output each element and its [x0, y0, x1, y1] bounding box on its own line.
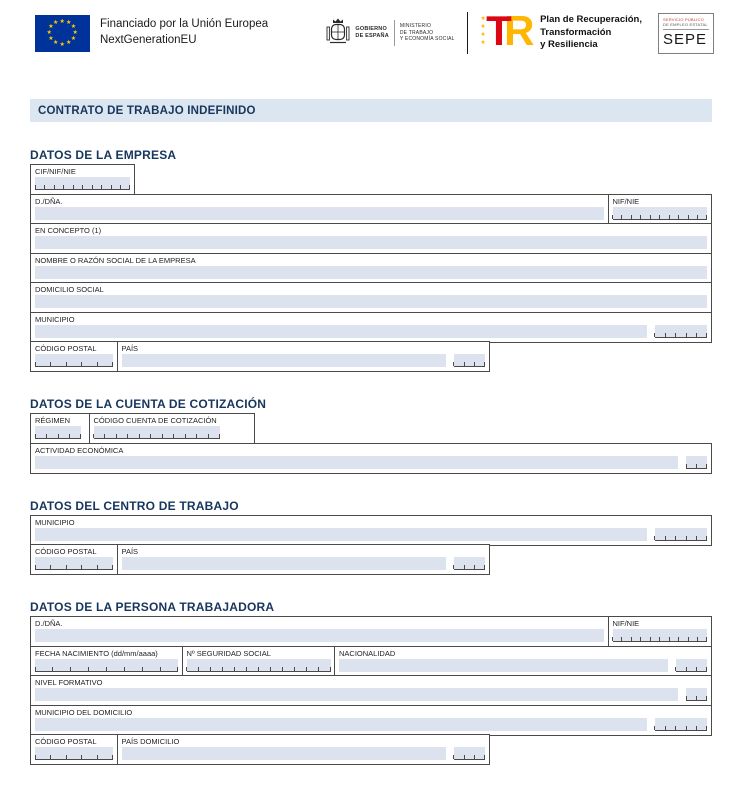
comb-input-nif-nie[interactable] — [613, 629, 708, 642]
comb-cell — [698, 207, 707, 219]
comb-cell — [319, 659, 331, 671]
field-cif-nif-nie — [30, 164, 135, 195]
field-codigo-postal — [30, 544, 118, 575]
form-row — [30, 646, 712, 677]
comb-input-municipio[interactable] — [655, 528, 708, 541]
comb-input-fecha-nacimiento-dd-mm-aaaa[interactable] — [35, 659, 178, 672]
field-body — [31, 629, 608, 646]
comb-cell — [676, 528, 687, 540]
gobierno-de-espana-label — [355, 26, 388, 40]
field-body — [31, 557, 117, 574]
comb-input-nivel-formativo[interactable] — [686, 688, 707, 701]
input-en-concepto-1[interactable] — [35, 236, 707, 249]
field-label: CÓDIGO POSTAL — [35, 547, 97, 556]
comb-input-codigo-postal[interactable] — [35, 557, 113, 570]
comb-cell — [464, 747, 475, 759]
comb-cell — [655, 325, 666, 337]
field-label: MUNICIPIO DEL DOMICILIO — [35, 707, 133, 717]
comb-input-nacionalidad[interactable] — [676, 659, 708, 672]
form-row — [30, 734, 712, 765]
gov-divider — [394, 20, 395, 46]
field-body — [31, 354, 117, 371]
eu-star-icon: ★ — [53, 39, 59, 46]
comb-cell — [686, 718, 697, 730]
comb-cell — [51, 354, 67, 366]
tr-letter-t: T — [486, 7, 512, 54]
field-nif-nie — [608, 616, 713, 647]
field-body — [118, 557, 490, 574]
field-label: D./DÑA. — [35, 196, 63, 206]
comb-cell — [66, 557, 82, 569]
field-body — [31, 266, 711, 283]
comb-cell — [686, 659, 697, 671]
eu-flag-icon — [35, 15, 90, 52]
input-d-dna[interactable] — [35, 629, 604, 642]
form-row — [30, 443, 712, 474]
comb-cell — [47, 426, 59, 438]
field-pais — [117, 544, 491, 575]
comb-cell — [82, 557, 98, 569]
comb-cell — [475, 354, 486, 366]
comb-cell — [208, 426, 219, 438]
field-label: NIF/NIE — [612, 619, 640, 628]
comb-cell — [464, 354, 475, 366]
comb-cell — [475, 557, 486, 569]
comb-cell — [698, 629, 707, 641]
input-actividad-economica[interactable] — [35, 456, 678, 469]
form-row — [30, 515, 712, 546]
comb-cell — [295, 659, 307, 671]
field-body — [31, 528, 711, 545]
field-label: DOMICILIO SOCIAL — [35, 285, 104, 294]
field-body — [31, 177, 134, 194]
comb-cell — [70, 426, 82, 438]
input-d-dna[interactable] — [35, 207, 604, 220]
tr-stars-icon: ★ ★ ★ ★ — [480, 16, 486, 46]
input-municipio[interactable] — [35, 528, 647, 541]
comb-cell — [454, 557, 465, 569]
comb-cell — [142, 659, 160, 671]
comb-cell — [655, 718, 666, 730]
input-domicilio-social[interactable] — [35, 295, 707, 308]
section-title-datos-de-la-persona-trabajadora: DATOS DE LA PERSONA TRABAJADORA — [30, 600, 275, 614]
field-body — [31, 295, 711, 312]
comb-cell — [697, 325, 708, 337]
form-row — [30, 544, 712, 575]
field-label: MUNICIPIO — [35, 314, 75, 324]
field-en-concepto-1 — [30, 223, 712, 254]
comb-cell — [464, 557, 475, 569]
field-body — [335, 659, 711, 676]
field-label: MUNICIPIO — [35, 517, 75, 527]
comb-cell — [82, 747, 98, 759]
comb-cell — [128, 426, 139, 438]
comb-cell — [676, 718, 687, 730]
field-d-dna — [30, 616, 609, 647]
comb-cell — [58, 426, 70, 438]
ministerio-line2: DE TRABAJO — [399, 29, 434, 36]
eu-funding-text — [100, 17, 268, 48]
comb-cell — [97, 747, 113, 759]
field-fecha-nacimiento-dd-mm-aaaa — [30, 646, 183, 677]
eu-star-icon: ★ — [70, 24, 77, 31]
comb-cell — [211, 659, 223, 671]
field-nivel-formativo — [30, 675, 712, 706]
section-title-datos-de-la-empresa: DATOS DE LA EMPRESA — [30, 148, 177, 162]
form-row — [30, 194, 712, 225]
comb-input-codigo-postal[interactable] — [35, 354, 113, 367]
form-row — [30, 164, 712, 195]
comb-cell — [97, 557, 113, 569]
field-body — [90, 426, 255, 443]
form-row — [30, 705, 712, 736]
field-pais-domicilio — [117, 734, 491, 765]
eu-star-icon: ★ — [72, 30, 78, 36]
field-codigo-postal — [30, 341, 118, 372]
comb-cell — [665, 528, 676, 540]
field-actividad-economica — [30, 443, 712, 474]
eu-star-icon: ★ — [53, 20, 59, 27]
eu-star-icon: ★ — [59, 18, 65, 25]
comb-cell — [235, 659, 247, 671]
field-label: CÓDIGO POSTAL — [35, 737, 97, 746]
sepe-subtitle-line2: DE EMPLEO ESTATAL — [663, 21, 708, 27]
comb-cell — [223, 659, 235, 671]
plan-line3: y Resiliencia — [540, 39, 598, 51]
comb-cell — [35, 659, 53, 671]
field-label: ACTIVIDAD ECONÓMICA — [35, 445, 124, 455]
field-body — [31, 207, 608, 224]
section-title-datos-del-centro-de-trabajo: DATOS DEL CENTRO DE TRABAJO — [30, 498, 239, 513]
comb-input-pais[interactable] — [454, 557, 486, 570]
field-body — [31, 688, 711, 705]
comb-cell — [35, 354, 51, 366]
form-title: CONTRATO DE TRABAJO INDEFINIDO — [38, 104, 256, 117]
comb-cell — [89, 659, 107, 671]
input-nivel-formativo[interactable] — [35, 688, 678, 701]
form-row — [30, 413, 712, 444]
field-codigo-cuenta-de-cotizacion — [89, 413, 256, 444]
eu-star-icon: ★ — [66, 39, 72, 46]
eu-funding-line1: Financiado por la Unión Europea — [100, 18, 269, 31]
field-nif-nie — [608, 194, 713, 225]
page-header — [0, 0, 740, 52]
field-label: CÓDIGO CUENTA DE COTIZACIÓN — [93, 416, 217, 425]
field-domicilio-social — [30, 282, 712, 313]
input-nombre-o-razon-social-de-la-empresa[interactable] — [35, 266, 707, 279]
comb-cell — [51, 557, 67, 569]
field-label: RÉGIMEN — [35, 416, 71, 425]
field-municipio — [30, 515, 712, 546]
field-body — [31, 325, 711, 342]
field-label: Nº SEGURIDAD SOCIAL — [186, 648, 271, 658]
field-codigo-postal — [30, 734, 118, 765]
comb-cell — [686, 688, 697, 700]
comb-input-n-seguridad-social[interactable] — [187, 659, 331, 672]
comb-cell — [71, 659, 89, 671]
eu-star-icon: ★ — [48, 24, 54, 31]
form-title-bar — [30, 99, 712, 122]
comb-input-codigo-cuenta-de-cotizacion[interactable] — [94, 426, 220, 439]
comb-cell — [697, 659, 708, 671]
input-nacionalidad[interactable] — [339, 659, 668, 672]
field-pais — [117, 341, 491, 372]
comb-cell — [199, 659, 211, 671]
field-body — [609, 207, 712, 224]
ministerio-label — [400, 23, 455, 43]
comb-input-pais-domicilio[interactable] — [454, 747, 486, 760]
comb-cell — [686, 456, 697, 468]
field-label: CÓDIGO POSTAL — [35, 344, 97, 353]
field-label: NACIONALIDAD — [339, 648, 396, 658]
comb-cell — [697, 718, 708, 730]
input-municipio-del-domicilio[interactable] — [35, 718, 647, 731]
comb-cell — [454, 747, 465, 759]
comb-cell — [151, 426, 162, 438]
comb-cell — [116, 426, 127, 438]
field-municipio-del-domicilio — [30, 705, 712, 736]
comb-cell — [259, 659, 271, 671]
comb-cell — [686, 325, 697, 337]
comb-cell — [66, 354, 82, 366]
ministerio-line1: MINISTERIO — [399, 23, 432, 30]
comb-cell — [665, 718, 676, 730]
field-municipio — [30, 312, 712, 343]
gobierno-line1: GOBIERNO — [355, 26, 387, 33]
field-body — [31, 659, 182, 676]
field-body — [118, 747, 490, 764]
field-label: NIF/NIE — [612, 196, 640, 206]
plan-line1: Plan de Recuperación, — [540, 14, 642, 26]
eu-star-icon: ★ — [48, 35, 54, 42]
field-nombre-o-razon-social-de-la-empresa — [30, 253, 712, 284]
ministerio-line3: Y ECONOMÍA SOCIAL — [399, 36, 455, 43]
comb-cell — [35, 557, 51, 569]
eu-funding-line2: NextGenerationEU — [100, 34, 197, 46]
eu-star-icon: ★ — [46, 30, 52, 36]
comb-cell — [35, 747, 51, 759]
field-body — [31, 236, 711, 253]
comb-cell — [107, 659, 125, 671]
comb-cell — [160, 659, 178, 671]
plan-recuperacion-label — [540, 14, 642, 51]
sepe-logo — [658, 13, 714, 54]
comb-cell — [686, 528, 697, 540]
sepe-subtitle-line1: SERVICIO PÚBLICO — [663, 16, 704, 22]
eu-star-icon: ★ — [59, 41, 65, 48]
comb-cell — [283, 659, 295, 671]
comb-input-regimen[interactable] — [35, 426, 81, 439]
plan-recuperacion-tr-logo-icon — [478, 7, 535, 56]
field-body — [31, 456, 711, 473]
form-row — [30, 616, 712, 647]
comb-cell — [174, 426, 185, 438]
field-body — [183, 659, 335, 676]
field-body — [31, 426, 89, 443]
comb-cell — [655, 528, 666, 540]
comb-cell — [94, 426, 105, 438]
field-body — [118, 354, 490, 371]
comb-cell — [187, 659, 199, 671]
field-n-seguridad-social — [182, 646, 336, 677]
comb-cell — [676, 325, 687, 337]
comb-cell — [697, 456, 708, 468]
comb-cell — [124, 659, 142, 671]
form-row — [30, 223, 712, 254]
header-divider — [467, 12, 469, 54]
field-label: NOMBRE O RAZÓN SOCIAL DE LA EMPRESA — [35, 255, 196, 265]
comb-cell — [676, 659, 687, 671]
comb-input-pais[interactable] — [454, 354, 486, 367]
field-body — [31, 718, 711, 735]
comb-cell — [82, 354, 98, 366]
form-row — [30, 253, 712, 284]
comb-cell — [271, 659, 283, 671]
gobierno-line2: DE ESPAÑA — [355, 33, 389, 39]
field-label: NIVEL FORMATIVO — [35, 678, 103, 687]
sepe-subtitle — [663, 17, 709, 30]
comb-cell — [66, 747, 82, 759]
comb-input-municipio[interactable] — [655, 325, 708, 338]
eu-star-icon: ★ — [70, 35, 77, 42]
comb-cell — [697, 528, 708, 540]
comb-input-cif-nif-nie[interactable] — [35, 177, 130, 190]
comb-cell — [51, 747, 67, 759]
field-body — [31, 747, 117, 764]
field-label: PAÍS — [121, 344, 139, 353]
comb-cell — [197, 426, 208, 438]
spain-coat-of-arms-icon — [326, 16, 350, 50]
field-d-dna — [30, 194, 609, 225]
input-pais[interactable] — [122, 557, 446, 570]
form-row — [30, 341, 712, 372]
comb-cell — [307, 659, 319, 671]
field-body — [609, 629, 712, 646]
comb-input-actividad-economica[interactable] — [686, 456, 707, 469]
eu-star-icon: ★ — [66, 20, 72, 27]
comb-cell — [139, 426, 150, 438]
comb-cell — [121, 177, 131, 189]
comb-cell — [697, 688, 708, 700]
field-label: PAÍS DOMICILIO — [121, 737, 180, 746]
comb-cell — [162, 426, 173, 438]
comb-input-codigo-postal[interactable] — [35, 747, 113, 760]
comb-cell — [475, 747, 486, 759]
comb-cell — [185, 426, 196, 438]
form-sections — [30, 148, 712, 765]
comb-cell — [247, 659, 259, 671]
comb-cell — [665, 325, 676, 337]
comb-cell — [35, 426, 47, 438]
field-label: CIF/NIF/NIE — [35, 167, 76, 176]
comb-cell — [454, 354, 465, 366]
form-row — [30, 675, 712, 706]
input-pais[interactable] — [122, 354, 446, 367]
sepe-name: SEPE — [663, 30, 708, 48]
input-municipio[interactable] — [35, 325, 647, 338]
comb-input-nif-nie[interactable] — [613, 207, 708, 220]
input-pais-domicilio[interactable] — [122, 747, 446, 760]
field-label: PAÍS — [121, 547, 139, 556]
field-regimen — [30, 413, 90, 444]
field-label: EN CONCEPTO (1) — [35, 226, 102, 235]
tr-letter-r: R — [504, 7, 535, 54]
comb-input-municipio-del-domicilio[interactable] — [655, 718, 708, 731]
form-row — [30, 312, 712, 343]
field-label: FECHA NACIMIENTO (dd/mm/aaaa) — [35, 648, 158, 658]
form-row — [30, 282, 712, 313]
plan-line2: Transformación — [540, 26, 612, 38]
field-nacionalidad — [334, 646, 712, 677]
comb-cell — [53, 659, 71, 671]
comb-cell — [97, 354, 113, 366]
comb-cell — [105, 426, 116, 438]
section-title-datos-de-la-cuenta-de-cotizacion: DATOS DE LA CUENTA DE COTIZACIÓN — [30, 397, 267, 411]
field-label: D./DÑA. — [35, 619, 63, 628]
